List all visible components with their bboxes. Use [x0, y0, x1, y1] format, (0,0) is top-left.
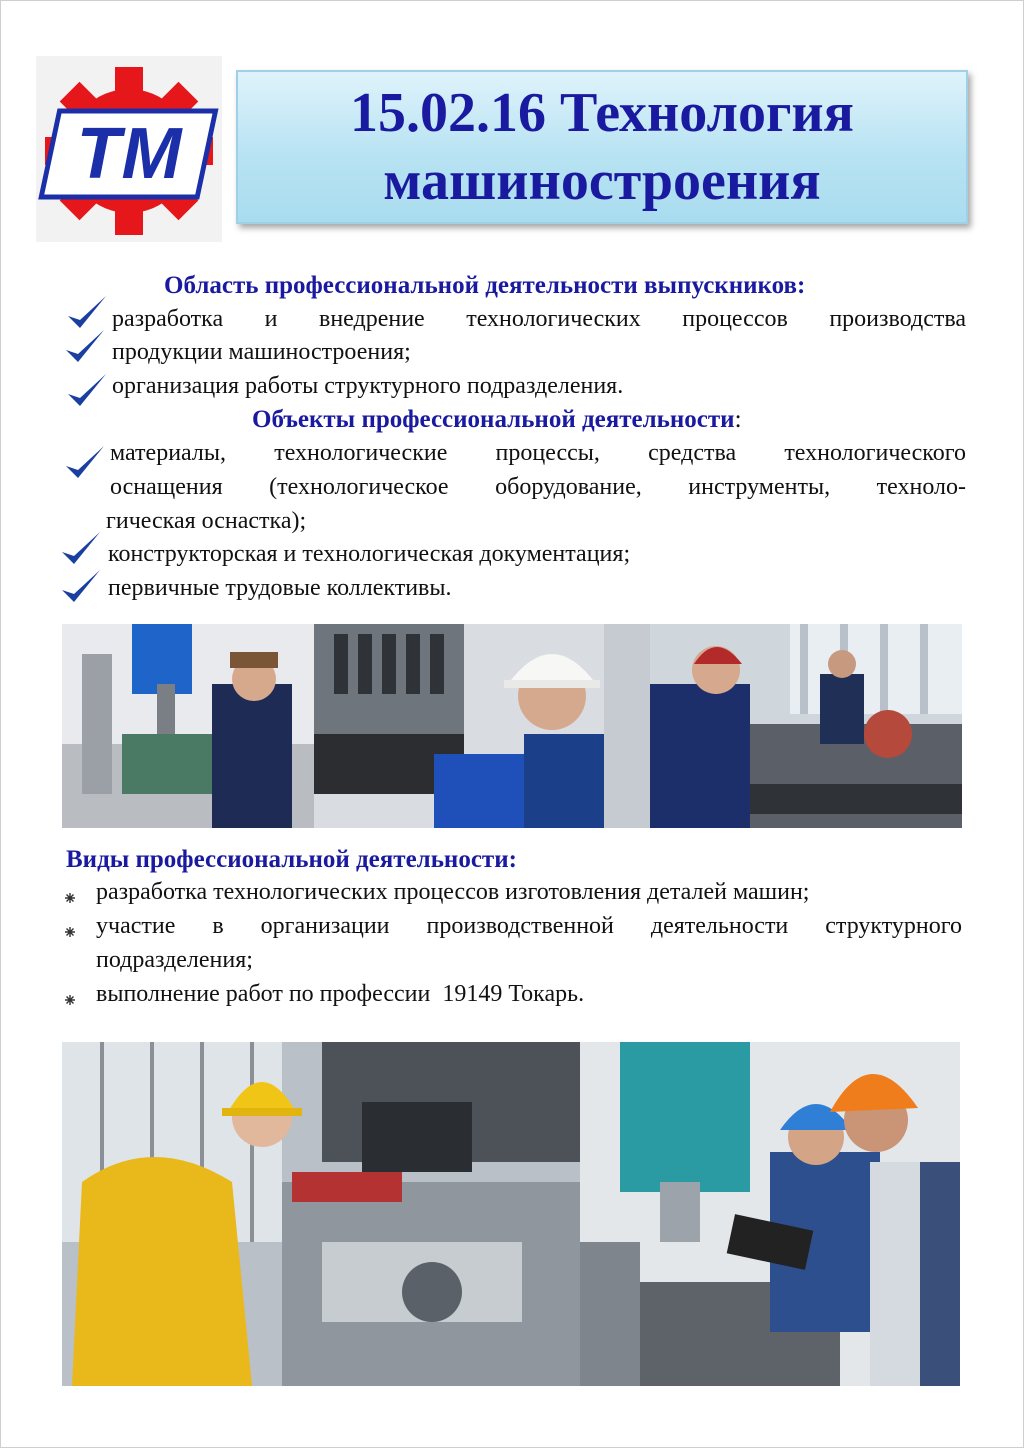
asterisk-bullet-icon: [64, 892, 76, 904]
check-icon: [58, 568, 102, 608]
area-item-3: организация работы структурного подразделения.: [112, 373, 624, 399]
check-icon: [62, 444, 106, 484]
photo-worker-yellow-lathe: [62, 1042, 580, 1386]
objects-item-3: первичные трудовые коллективы.: [108, 575, 452, 601]
photo-engineers-tablet-milling: [580, 1042, 960, 1386]
asterisk-bullet-icon: [64, 994, 76, 1006]
objects-item-1a: материалы, технологические процессы, средства технологического: [110, 440, 966, 466]
title-banner: [236, 70, 968, 224]
kinds-item-2a: участие в организации производственной деятельности структурного: [96, 913, 962, 939]
asterisk-bullet-icon: [64, 926, 76, 938]
area-item-1: разработка и внедрение технологических процессов производства: [112, 306, 966, 332]
title-line-1: 15.02.16 Технология: [350, 82, 854, 144]
objects-item-2: конструкторская и технологическая документация;: [108, 541, 631, 567]
check-icon: [64, 372, 108, 412]
check-icon: [58, 530, 102, 570]
logo-letters: ТМ: [76, 114, 182, 194]
objects-item-1c: гическая оснастка);: [106, 508, 307, 534]
area-heading: Область профессиональной деятельности выпускников:: [164, 272, 806, 299]
gear-logo-icon: [36, 56, 222, 242]
kinds-item-3: выполнение работ по профессии 19149 Токарь.: [96, 981, 585, 1007]
objects-item-1b: оснащения (технологическое оборудование, инструменты, техноло-: [110, 474, 966, 500]
title-line-2: машиностроения: [383, 150, 821, 212]
check-icon: [62, 328, 106, 368]
photo-engineer-hard-hat: [314, 624, 650, 828]
photo-student-milling-machine: [62, 624, 314, 828]
photo-workers-lathe-workshop: [650, 624, 962, 828]
logo: [36, 56, 222, 242]
area-item-2: продукции машиностроения;: [112, 339, 411, 365]
kinds-heading: Виды профессиональной деятельности:: [66, 846, 517, 873]
kinds-item-1: разработка технологических процессов изготовления деталей машин;: [96, 879, 810, 905]
objects-heading: Объекты профессиональной деятельности:: [252, 406, 742, 433]
kinds-item-2b: подразделения;: [96, 947, 253, 973]
